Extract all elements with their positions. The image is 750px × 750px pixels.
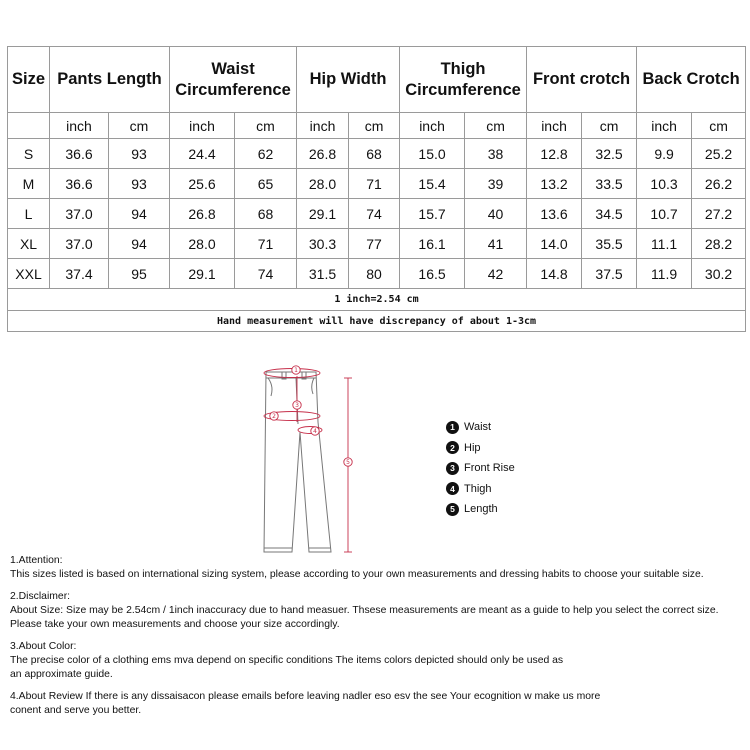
size-label-cell: XXL (8, 259, 50, 289)
measurement-cell: 37.5 (582, 259, 637, 289)
measurement-cell: 68 (349, 139, 400, 169)
measurement-cell: 14.8 (527, 259, 582, 289)
note-block (10, 640, 745, 682)
measurement-cell: 93 (109, 169, 170, 199)
legend-label: Length (464, 503, 498, 516)
legend-label: Waist (464, 421, 492, 434)
measurement-cell: 62 (235, 139, 297, 169)
svg-text:4: 4 (313, 428, 317, 436)
measurement-cell: 13.6 (527, 199, 582, 229)
measurement-cell: 9.9 (637, 139, 692, 169)
legend-number-icon: 4 (446, 482, 459, 495)
size-label-cell: L (8, 199, 50, 229)
discrepancy-note: Hand measurement will have discrepancy of about 1-3cm (8, 311, 746, 332)
measurement-cell: 65 (235, 169, 297, 199)
measurement-cell: 37.0 (50, 229, 109, 259)
discrepancy-note-row (8, 311, 746, 332)
measurement-cell: 42 (465, 259, 527, 289)
measurement-legend (446, 417, 515, 520)
header-hip-width: Hip Width (297, 47, 400, 113)
size-notes (10, 554, 745, 726)
measurement-cell: 15.7 (400, 199, 465, 229)
unit-cell: inch (50, 113, 109, 139)
header-thigh-circumference: Thigh Circumference (400, 47, 527, 113)
unit-cell: cm (582, 113, 637, 139)
measurement-cell: 38 (465, 139, 527, 169)
note-line: conent and serve you better. (10, 705, 142, 716)
measurement-cell: 26.2 (692, 169, 746, 199)
svg-text:5: 5 (346, 459, 350, 467)
marker-3-icon (293, 401, 301, 409)
measurement-cell: 26.8 (170, 199, 235, 229)
note-line: This sizes listed is based on international sizing system, please according to your own measurements and dressing habits to choose your suitable size. (10, 569, 704, 580)
measurement-cell: 80 (349, 259, 400, 289)
marker-4-icon (311, 427, 319, 435)
header-front-crotch: Front crotch (527, 47, 637, 113)
measurement-cell: 95 (109, 259, 170, 289)
size-label-cell: XL (8, 229, 50, 259)
header-back-crotch: Back Crotch (637, 47, 746, 113)
measurement-cell: 36.6 (50, 139, 109, 169)
measurement-cell: 39 (465, 169, 527, 199)
measurement-cell: 27.2 (692, 199, 746, 229)
unit-cell: cm (349, 113, 400, 139)
note-block (10, 590, 745, 632)
legend-label: Front Rise (464, 462, 515, 475)
header-waist-circumference: Waist Circumference (170, 47, 297, 113)
legend-item (446, 458, 515, 479)
pants-outline (264, 372, 331, 552)
legend-item (446, 417, 515, 438)
conversion-note-row (8, 289, 746, 311)
note-line: About Size: Size may be 2.54cm / 1inch inaccuracy due to hand measuer. Thsese measurements are meant as a guide to help you select the correct size. (10, 605, 719, 616)
measurement-cell: 33.5 (582, 169, 637, 199)
legend-item (446, 499, 515, 520)
unit-cell: inch (170, 113, 235, 139)
note-title: 2.Disclaimer: (10, 591, 71, 602)
measurement-cell: 15.0 (400, 139, 465, 169)
measurement-cell: 37.0 (50, 199, 109, 229)
measurement-cell: 71 (235, 229, 297, 259)
svg-text:2: 2 (272, 413, 276, 421)
measurement-cell: 34.5 (582, 199, 637, 229)
measure-markers (270, 366, 352, 466)
measurement-cell: 30.3 (297, 229, 349, 259)
measurement-cell: 10.7 (637, 199, 692, 229)
measurement-cell: 25.2 (692, 139, 746, 169)
measurement-cell: 68 (235, 199, 297, 229)
legend-number-icon: 1 (446, 421, 459, 434)
legend-number-icon: 5 (446, 503, 459, 516)
measurement-cell: 25.6 (170, 169, 235, 199)
measurement-cell: 28.0 (297, 169, 349, 199)
measurement-cell: 16.1 (400, 229, 465, 259)
note-line: 4.About Review If there is any dissaisacon please emails before leaving nadler eso esv the see Your ecognition w make us more (10, 691, 601, 702)
header-pants-length: Pants Length (50, 47, 170, 113)
header-row (8, 47, 746, 113)
measurement-cell: 30.2 (692, 259, 746, 289)
unit-cell: inch (400, 113, 465, 139)
measurement-cell: 14.0 (527, 229, 582, 259)
conversion-note: 1 inch=2.54 cm (8, 289, 746, 311)
unit-row (8, 113, 746, 139)
unit-cell: cm (109, 113, 170, 139)
note-block (10, 690, 745, 718)
unit-cell: inch (297, 113, 349, 139)
measurement-cell: 13.2 (527, 169, 582, 199)
measurement-cell: 11.1 (637, 229, 692, 259)
legend-item (446, 479, 515, 500)
marker-2-icon (270, 412, 278, 420)
legend-label: Thigh (464, 482, 492, 495)
measurement-cell: 74 (349, 199, 400, 229)
measurement-cell: 28.0 (170, 229, 235, 259)
size-label-cell: S (8, 139, 50, 169)
measurement-cell: 29.1 (297, 199, 349, 229)
measurement-cell: 77 (349, 229, 400, 259)
legend-item (446, 438, 515, 459)
measurement-cell: 35.5 (582, 229, 637, 259)
measurement-cell: 31.5 (297, 259, 349, 289)
unit-cell: cm (465, 113, 527, 139)
unit-cell: inch (527, 113, 582, 139)
note-line: an approximate guide. (10, 669, 113, 680)
measurement-cell: 29.1 (170, 259, 235, 289)
note-block (10, 554, 745, 582)
table-row (8, 259, 746, 289)
legend-number-icon: 2 (446, 441, 459, 454)
measurement-cell: 94 (109, 199, 170, 229)
table-row (8, 199, 746, 229)
table-row (8, 169, 746, 199)
unit-cell: cm (235, 113, 297, 139)
note-line: The precise color of a clothing ems mva depend on specific conditions The items colors depicted should only be used as (10, 655, 564, 666)
note-title: 1.Attention: (10, 555, 63, 566)
legend-label: Hip (464, 441, 481, 454)
measurement-cell: 11.9 (637, 259, 692, 289)
measurement-cell: 32.5 (582, 139, 637, 169)
note-line: Please take your own measurements and choose your size accordingly. (10, 619, 340, 630)
measurement-cell: 41 (465, 229, 527, 259)
legend-number-icon: 3 (446, 462, 459, 475)
measurement-cell: 26.8 (297, 139, 349, 169)
measurement-cell: 12.8 (527, 139, 582, 169)
svg-text:1: 1 (294, 367, 298, 375)
measurement-cell: 24.4 (170, 139, 235, 169)
measurement-cell: 28.2 (692, 229, 746, 259)
measurement-cell: 36.6 (50, 169, 109, 199)
unit-cell: cm (692, 113, 746, 139)
measurement-cell: 93 (109, 139, 170, 169)
measurement-cell: 10.3 (637, 169, 692, 199)
measure-lines (264, 369, 352, 553)
unit-cell-blank (8, 113, 50, 139)
measurement-cell: 37.4 (50, 259, 109, 289)
size-chart-body (8, 47, 746, 332)
header-size: Size (8, 47, 50, 113)
measurement-cell: 15.4 (400, 169, 465, 199)
note-title: 3.About Color: (10, 641, 77, 652)
table-row (8, 229, 746, 259)
measurement-cell: 40 (465, 199, 527, 229)
unit-cell: inch (637, 113, 692, 139)
marker-1-icon (292, 366, 300, 374)
marker-5-icon (344, 458, 352, 466)
measurement-cell: 74 (235, 259, 297, 289)
measurement-cell: 94 (109, 229, 170, 259)
pants-diagram (252, 362, 364, 556)
measurement-cell: 16.5 (400, 259, 465, 289)
measurement-cell: 71 (349, 169, 400, 199)
size-label-cell: M (8, 169, 50, 199)
size-chart-table (7, 46, 746, 332)
table-row (8, 139, 746, 169)
svg-text:3: 3 (295, 402, 299, 410)
